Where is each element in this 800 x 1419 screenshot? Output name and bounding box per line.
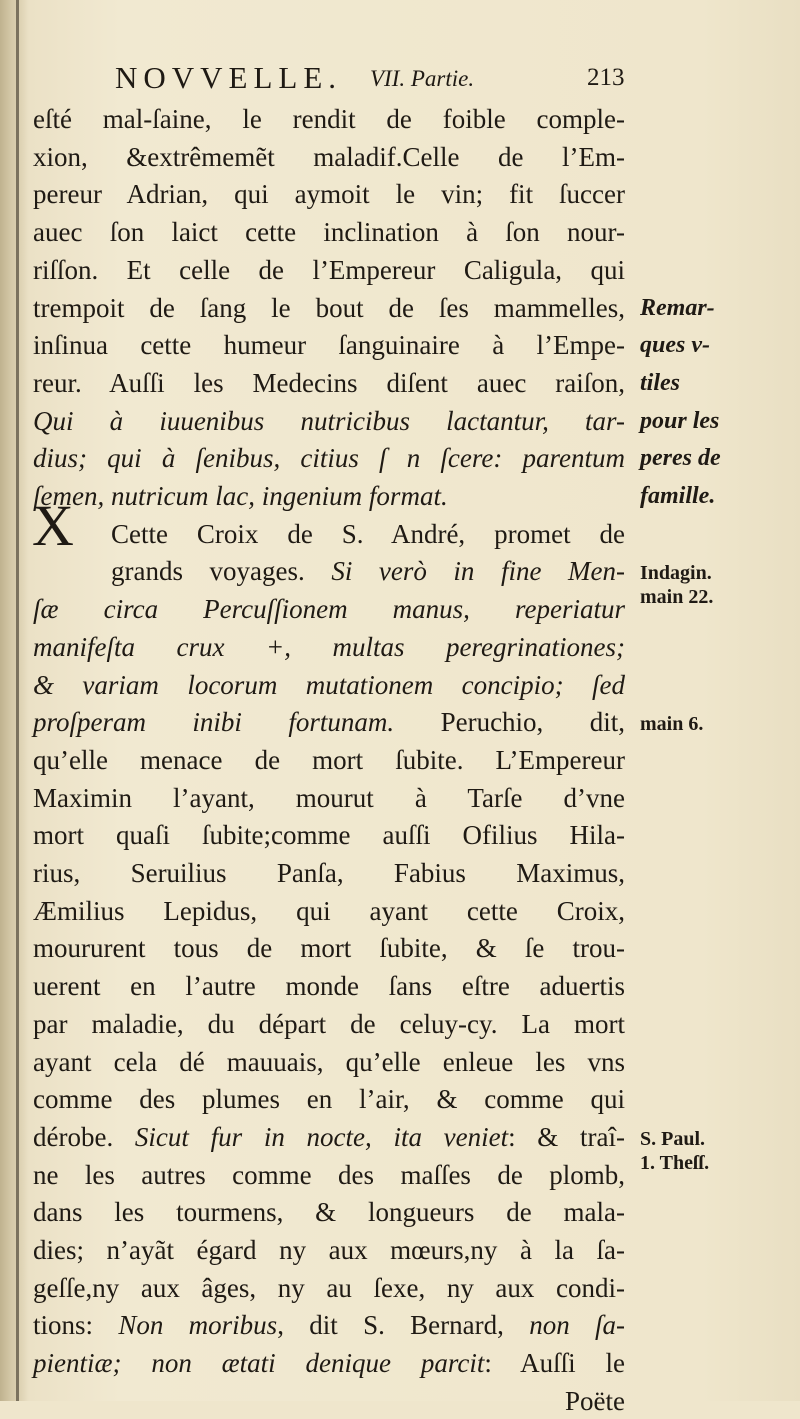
roman-text: par maladie, du départ de celuy-cy. La mort (33, 1008, 625, 1039)
italic-text: Qui à iuuenibus nutricibus lactantur, tar- (33, 405, 625, 436)
italic-text: ſæ circa Percuſſionem manus, reperiatur (33, 594, 625, 625)
roman-text: eſté mal-ſaine, le rendit de foible comple- (33, 104, 625, 134)
text-line (33, 631, 625, 665)
roman-text: qu’elle menace de mort ſubite. L’Empereur (33, 744, 625, 775)
margin-note: pour les (640, 407, 720, 434)
text-line (33, 518, 625, 552)
roman-text: Cette Croix de S. André, promet de (111, 518, 625, 549)
text-line (33, 367, 625, 401)
roman-text: riſſon. Et celle de l’Empereur Caligula, qui (33, 254, 625, 285)
text-line (33, 442, 625, 476)
text-line (33, 141, 625, 175)
margin-note: Indagin. (640, 562, 712, 585)
roman-text: dérobe. (33, 1121, 135, 1152)
italic-text: dius; qui à ſenibus, citius ſ n ſcere: parentum (33, 443, 625, 474)
text-line (33, 1309, 625, 1343)
italic-text: ſemen, nutricum lac, ingenium format. (33, 481, 448, 511)
text-line (33, 1046, 625, 1080)
text-line (33, 555, 625, 589)
italic-text: Non moribus (118, 1310, 278, 1341)
text-line (33, 1121, 625, 1155)
text-line (33, 669, 625, 703)
italic-text: & variam locorum mutationem concipio; ſed (33, 669, 625, 700)
margin-note: peres de (640, 445, 721, 472)
page-number: 213 (587, 64, 625, 91)
roman-text: , dit S. Bernard, (277, 1310, 530, 1341)
italic-text: Sicut fur in nocte, ita veniet (134, 1121, 509, 1152)
text-line (33, 216, 625, 250)
text-line (33, 593, 625, 627)
roman-text: geſſe,ny aux âges, ny au ſexe, ny aux condi- (33, 1272, 625, 1303)
roman-text: grands voyages. (111, 556, 332, 587)
text-line (33, 292, 625, 326)
italic-text: manifeſta crux +, multas peregrinationes; (33, 631, 625, 662)
margin-note: 1. Theſſ. (640, 1151, 710, 1174)
text-line (33, 1385, 625, 1419)
margin-note: ques v- (640, 332, 710, 359)
text-line (33, 178, 625, 212)
roman-text: auec ſon laict cette inclination à ſon nour- (33, 217, 625, 248)
text-line (33, 405, 625, 439)
roman-text: ayant cela dé mauuais, qu’elle enleue les vns (33, 1046, 625, 1077)
text-line (33, 857, 625, 891)
part-label: VII. Partie. (370, 66, 475, 91)
roman-text: uerent en l’autre monde ſans eſtre aduertis (33, 971, 625, 1002)
italic-text: proſperam inibi fortunam. (33, 707, 395, 738)
roman-text: : & traî- (508, 1121, 625, 1152)
roman-text: Poëte (565, 1385, 625, 1416)
text-line (33, 895, 625, 929)
text-line (33, 782, 625, 816)
roman-text: moururent tous de mort ſubite, & ſe trou- (33, 933, 625, 964)
drop-capital: X (32, 493, 74, 558)
margin-note: main 22. (640, 586, 714, 609)
text-line (33, 1196, 625, 1230)
text-line (33, 254, 625, 288)
text-line (33, 1234, 625, 1268)
roman-text: mort quaſi ſubite;comme auſſi Ofilius Hila- (33, 820, 625, 851)
roman-text: reur. Auſſi les Medecins diſent auec raiſon, (33, 367, 625, 398)
roman-text: comme des plumes en l’air, & comme qui (33, 1084, 625, 1115)
text-line (33, 970, 625, 1004)
margin-note: tiles (640, 369, 680, 396)
text-line (33, 480, 625, 514)
text-line (33, 103, 625, 137)
text-line (33, 1083, 625, 1117)
roman-text: xion, &extrêmemẽt maladif.Celle de l’Em- (33, 141, 625, 172)
text-line (33, 1272, 625, 1306)
text-line (33, 819, 625, 853)
roman-text: Maximin l’ayant, mourut à Tarſe d’vne (33, 782, 625, 813)
roman-text: Peruchio, dit, (394, 707, 625, 738)
running-head: NOVVELLE. (115, 60, 343, 95)
text-line (33, 744, 625, 778)
margin-note: S. Paul. (640, 1127, 706, 1150)
roman-text: : Auſſi le (484, 1348, 626, 1379)
roman-text: tions: (33, 1310, 119, 1341)
roman-text: pereur Adrian, qui aymoit le vin; fit ſuccer (33, 179, 625, 210)
margin-note: Remar- (640, 294, 715, 321)
italic-text: pientiæ; non ætati denique parcit (33, 1348, 485, 1379)
italic-text: Si verò in fine Men- (331, 556, 625, 587)
margin-note: main 6. (640, 713, 704, 736)
roman-text: trempoit de ſang le bout de ſes mammelles, (33, 292, 625, 323)
roman-text: Æmilius Lepidus, qui ayant cette Croix, (33, 895, 625, 926)
text-line (33, 706, 625, 740)
margin-note: famille. (640, 483, 716, 509)
text-line (33, 1008, 625, 1042)
roman-text: dies; n’ayãt égard ny aux mœurs,ny à la ſa- (33, 1235, 625, 1265)
text-line (33, 932, 625, 966)
roman-text: inſinua cette humeur ſanguinaire à l’Empe- (33, 330, 625, 361)
roman-text: rius, Seruilius Panſa, Fabius Maximus, (33, 858, 625, 888)
italic-text: non ſa- (529, 1310, 625, 1341)
text-line (33, 329, 625, 363)
text-line (33, 1347, 625, 1381)
roman-text: dans les tourmens, & longueurs de mala- (33, 1197, 625, 1228)
roman-text: ne les autres comme des maſſes de plomb, (33, 1159, 625, 1190)
text-line (33, 1159, 625, 1193)
